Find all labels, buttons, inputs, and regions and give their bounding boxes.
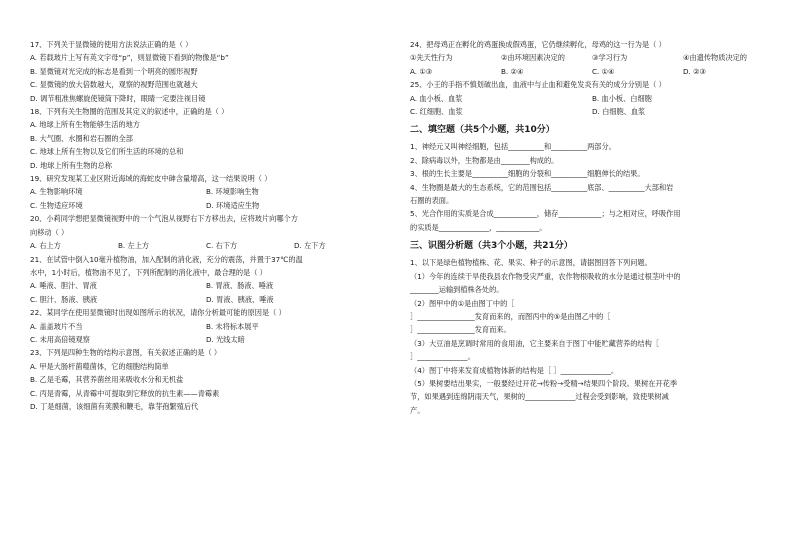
answer-option: A. 唾液、胆汁、胃液 [30,281,97,291]
answer-option: A. 右上方 [30,241,61,251]
question-line: ］________________发育而来。 [410,325,511,335]
question-line: ］________________发育而来的，而图丙中的⑤是由图乙中的［ [410,311,611,321]
question-line: A. 若载玻片上写有英文字母“p”，则显微镜下看到的物像是“b” [30,53,229,63]
question-line: 20、小莉同学想把显微镜视野中的一个气泡从视野右下方移出去，应将玻片向哪个方 [30,214,298,224]
answer-option: ④由遗传物质决定的 [683,53,747,63]
question-line: 25、小王的手指不慎划破出血，血液中与止血和避免发炎有关的成分分别是（ ） [410,80,666,90]
options-row [410,65,774,78]
answer-option: C. 右下方 [206,241,238,251]
right-column [410,38,774,417]
question-line: A. 甲是大肠杆菌噬菌体，它的细胞结构简单 [30,361,169,371]
question-line: 5、光合作用的实质是合成____________，储存____________；与之相对应，呼吸作用 [410,209,681,219]
question-line: D. 丁是细菌，该细菌有荚膜和鞭毛，靠芽孢繁殖后代 [30,401,199,411]
question-line: B. 显微镜对光完成的标志是看到一个明亮的圆形视野 [30,66,198,76]
question-line: 4、生物圈是最大的生态系统，它的范围包括__________底部、__________大部和岩 [410,182,674,192]
question-line: 24、把母鸡正在孵化的鸡蛋换成假鸡蛋，它仍继续孵化，母鸡的这一行为是（ ） [410,40,666,49]
answer-option: ②由环境因素决定的 [501,53,565,63]
question-line: D. 地球上所有生物的总称 [30,160,112,170]
question-line: 18、下列有关生物圈的范围及其定义的叙述中，正确的是（ ） [30,107,229,117]
question-line: D. 调节粗准焦螺旋使镜筒下降时，眼睛一定要注视目镜 [30,93,206,103]
question-line: B. 乙是毛霉，其营养菌丝用来吸收水分和无机盐 [30,375,184,385]
question-line: 1、神经元又叫神经细胞，包括__________和__________两部分。 [410,142,616,152]
answer-option: B. 环境影响生物 [206,187,259,197]
answer-option: C. 生物适应环境 [30,200,83,210]
question-line: ________运输到植株各处的。 [410,285,504,295]
answer-option: A. 盖盖玻片不当 [30,321,83,331]
question-line: A. 地球上所有生物能够生活的地方 [30,120,140,130]
options-row [30,199,382,212]
question-line: （2）图甲中的①是由图丁中的［ [410,298,515,308]
question-line: 23、下列是四种生物的结构示意图，有关叙述正确的是（ ） [30,348,222,358]
options-row [30,185,382,198]
question-line: 21、在试管中倒入10毫升植物油，加入配制的消化液，充分的震荡，并置于37℃的温 [30,254,303,264]
question-line: 2、除病毒以外，生物都是由________构成的。 [410,155,559,165]
answer-option: ①先天性行为 [410,53,453,63]
question-line: （1）今年的连续干旱使我县农作物受灾严重，农作物根吸收的水分是通过根茎叶中的 [410,271,681,281]
question-line: ］______________。 [410,352,475,362]
answer-option: C. ①④ [592,66,615,76]
answer-option: B. 胃液、肠液、唾液 [206,281,274,291]
question-line: 17、下列关于显微镜的使用方法说法正确的是（ ） [30,40,193,49]
section-heading: 二、填空题（共5个小题，共10分） [410,125,555,136]
answer-option: D. 环境适应生物 [206,200,260,210]
answer-option: A. 血小板、血浆 [410,93,463,103]
answer-option: C. 红细胞、血浆 [410,107,463,117]
answer-option: B. 血小板、白细胞 [592,93,652,103]
options-row [410,51,774,64]
answer-option: C. 未用高倍镜观察 [30,334,90,344]
options-row [30,320,382,333]
question-line: （5）果树要结出果实，一般要经过开花→传粉→受精→结果四个阶段。果树在开花季 [410,378,678,388]
question-line: 1、以下是绿色植物植株、花、果实、种子的示意图，请据图回答下列问题。 [410,258,652,268]
question-line: C. 地球上所有生物以及它们所生活的环境的总和 [30,147,184,157]
answer-option: D. 胃液、胰液、唾液 [206,294,274,304]
question-line: 19、研究发现某工业区附近海域的海蛇皮中砷含量增高，这一结果说明（ ） [30,174,272,184]
options-row [30,279,382,292]
options-row [410,92,774,105]
left-column [30,38,382,413]
question-line: 3、根的生长主要是__________细胞的分裂和__________细胞伸长的结果。 [410,169,645,179]
answer-option: B. 未将标本展平 [206,321,259,331]
answer-option: D. 光线太暗 [206,334,245,344]
question-line: 向移动（ ） [30,227,69,237]
question-line: 的实质是______________，____________。 [410,222,547,232]
options-row [30,239,382,252]
question-line: 节，如果遇到连绵阴雨天气，果树的______________过程会受到影响，致使果树减 [410,392,669,402]
question-line: C. 显微镜的放大倍数越大，观察的视野范围也就越大 [30,80,198,90]
question-line: B. 大气圈、水圈和岩石圈的全部 [30,133,133,143]
answer-option: D. ②③ [683,66,706,76]
options-row [30,293,382,306]
answer-option: D. 白细胞、血浆 [592,107,646,117]
answer-option: D. 左下方 [294,241,326,251]
question-line: C. 丙是青霉，从青霉中可提取到它释放的抗生素——青霉素 [30,388,220,398]
options-row [30,333,382,346]
section-heading: 三、识图分析题（共3个小题，共21分） [410,241,573,252]
answer-option: B. ②④ [501,66,524,76]
options-row [410,105,774,118]
answer-option: C. 胆汁、肠液、胰液 [30,294,98,304]
question-line: 石圈的表面。 [410,196,454,206]
question-line: 产。 [410,405,425,415]
answer-option: B. 左上方 [118,241,150,251]
answer-option: ③学习行为 [592,53,628,63]
answer-option: A. ①③ [410,66,433,76]
question-line: 22、某同学在使用显微镜时出现如图所示的状况，请你分析最可能的原因是（ ） [30,308,286,318]
question-line: （3）大豆油是烹调时常用的食用油，它主要来自于图丁中能贮藏营养的结构［ [410,338,659,348]
answer-option: A. 生物影响环境 [30,187,83,197]
question-line: 水中，1小时后，植物油不见了，下列所配制的消化液中，最合理的是（ ） [30,267,267,277]
question-line: （4）图丁中将来发育成植物体新的结构是［ ］______________。 [410,365,619,375]
